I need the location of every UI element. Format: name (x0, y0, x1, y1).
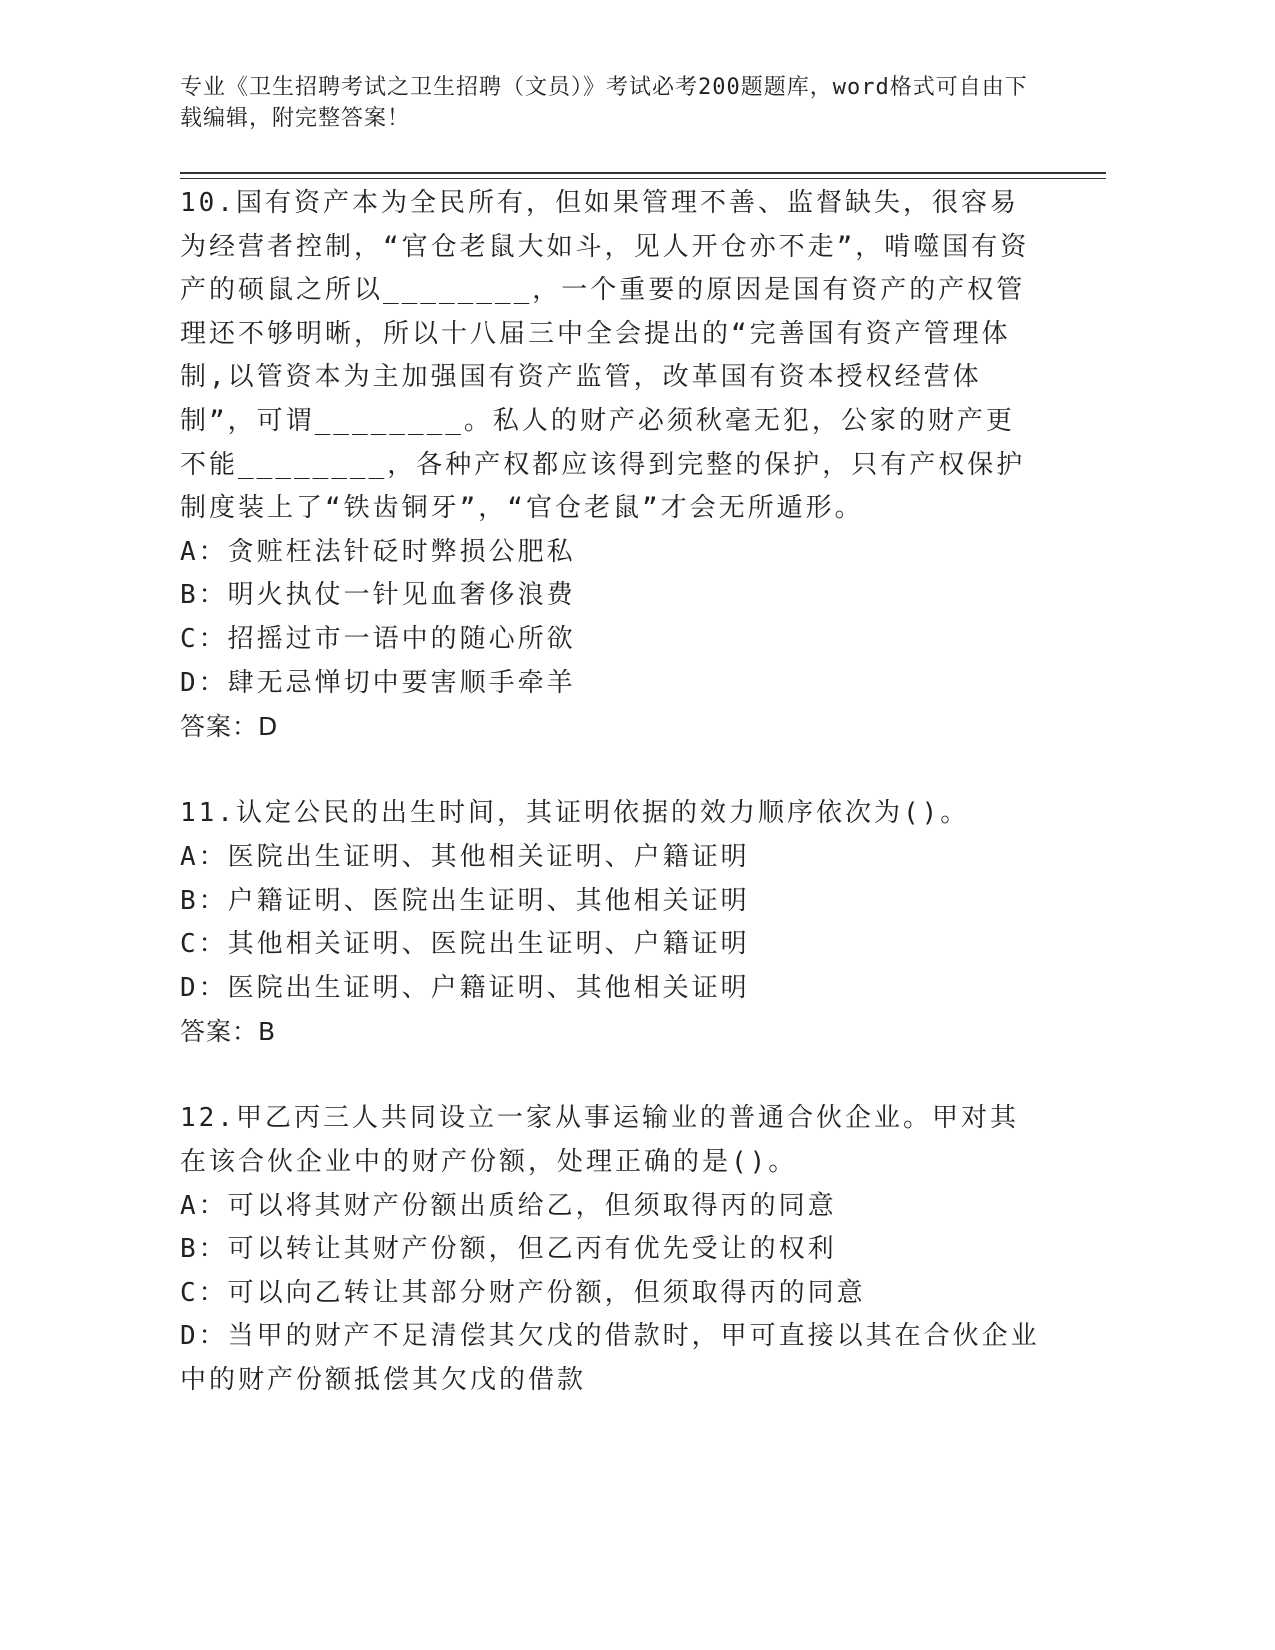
option-d: D：肆无忌惮切中要害顺手牵羊 (180, 667, 576, 698)
option-b: B：户籍证明、医院出生证明、其他相关证明 (180, 885, 750, 916)
option-b: B：可以转让其财产份额，但乙丙有优先受让的权利 (180, 1234, 837, 1265)
header-rule-thin (180, 178, 1106, 179)
option-a: A：可以将其财产份额出质给乙，但须取得丙的同意 (180, 1190, 837, 1221)
question-12 (180, 1097, 1040, 1402)
option-c: C：招摇过市一语中的随心所欲 (180, 623, 576, 654)
question-text: 10.国有资产本为全民所有，但如果管理不善、监督缺失，很容易为经营者控制，“官仓老鼠大如斗，见人开仓亦不走”，啃噬国有资产的硕鼠之所以________，一个重要的原因是国有资产的产权管理还不够明晰，所以十八届三中全会提出的“完善国有资产管理体制,以管资本为主加强国有资产监管，改革国有资本授权经营体制”，可谓________。私人的财产必须秋毫无犯，公家的财产更不能________，各种产权都应该得到完整的保护，只有产权保护制度装上了“铁齿铜牙”，“官仓老鼠”才会无所遁形。 (180, 188, 1030, 524)
spacer (180, 749, 1040, 793)
option-a: A：医院出生证明、其他相关证明、户籍证明 (180, 841, 750, 872)
questions-body (180, 182, 1040, 1403)
question-text: 11.认定公民的出生时间，其证明依据的效力顺序依次为()。 (180, 798, 970, 829)
spacer (180, 1054, 1040, 1098)
header-rule-thick (180, 172, 1106, 174)
option-c: C：其他相关证明、医院出生证明、户籍证明 (180, 929, 750, 960)
answer: 答案：B (180, 1017, 277, 1047)
option-d: D：医院出生证明、户籍证明、其他相关证明 (180, 972, 750, 1003)
option-b: B：明火执仗一针见血奢侈浪费 (180, 580, 576, 611)
option-d: D：当甲的财产不足清偿其欠戊的借款时，甲可直接以其在合伙企业中的财产份额抵偿其欠戊的借款 (180, 1321, 1040, 1396)
question-10 (180, 182, 1040, 749)
document-header: 专业《卫生招聘考试之卫生招聘（文员）》考试必考200题题库，word格式可自由下载编辑，附完整答案！ (180, 75, 1028, 131)
question-text: 12.甲乙丙三人共同设立一家从事运输业的普通合伙企业。甲对其在该合伙企业中的财产份额，处理正确的是()。 (180, 1103, 1019, 1178)
option-a: A：贪赃枉法针砭时弊损公肥私 (180, 536, 576, 567)
answer: 答案：D (180, 712, 279, 742)
question-11 (180, 792, 1040, 1054)
option-c: C：可以向乙转让其部分财产份额，但须取得丙的同意 (180, 1277, 866, 1308)
